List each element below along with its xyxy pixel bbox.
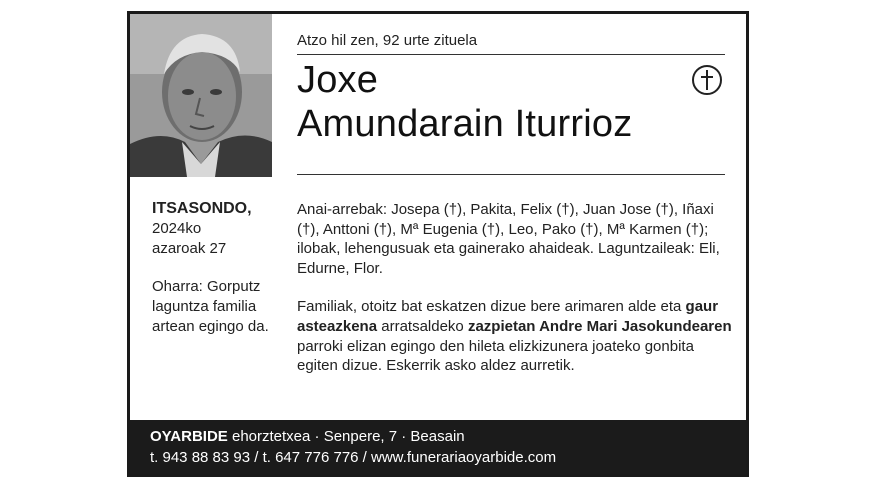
funeral-paragraph	[297, 297, 737, 375]
date-year: 2024ko	[152, 220, 202, 237]
divider-top	[297, 54, 725, 55]
footer-line-1	[150, 426, 746, 447]
funeral-text-3: parroki elizan egingo den hileta elizkizunera joateko gonbita egiten dizue. Eskerrik asko aldez aurretik.	[297, 337, 694, 375]
cross-icon	[692, 65, 722, 95]
death-age-line: Atzo hil zen, 92 urte zituela	[297, 32, 478, 49]
funeral-time-place: zazpietan Andre Mari Jasokundearen	[467, 317, 732, 335]
footer-contact: t. 943 88 83 93 / t. 647 776 776 / www.funerariaoyarbide.com	[150, 449, 557, 466]
divider-bottom	[297, 174, 725, 175]
portrait-photo	[130, 14, 272, 177]
funeral-home-address: ehorztetxea · Senpere, 7 · Beasain	[227, 428, 465, 445]
note-text: Oharra: Gorputz laguntza familia artean egingo da.	[152, 278, 269, 335]
funeral-home-footer	[130, 420, 746, 474]
first-name: Joxe	[297, 59, 379, 101]
date-day: azaroak 27	[152, 240, 227, 257]
place-name: ITSASONDO,	[152, 200, 252, 217]
funeral-home-name: OYARBIDE	[150, 428, 228, 445]
funeral-day: gaur asteazkena	[297, 298, 719, 335]
notice-body	[297, 200, 737, 395]
deceased-name	[297, 58, 632, 146]
funeral-text-1: Familiak, otoitz bat eskatzen dizue bere arimaren alde eta	[297, 298, 686, 316]
place-date-column	[152, 199, 277, 337]
obituary-card	[127, 11, 749, 477]
surnames: Amundarain Iturrioz	[297, 103, 633, 145]
funeral-text-2: arratsaldeko	[377, 317, 468, 335]
relatives-paragraph: Anai-arrebak: Josepa (†), Pakita, Felix (†), Juan Jose (†), Iñaxi (†), Anttoni (†), Mª Eugenia (†), Leo, Pako (†), Mª Karmen (†); ilobak, lehengusuak eta gainerako ahaideak. Laguntzaileak: Eli, Edurne, Flor.	[297, 201, 720, 277]
